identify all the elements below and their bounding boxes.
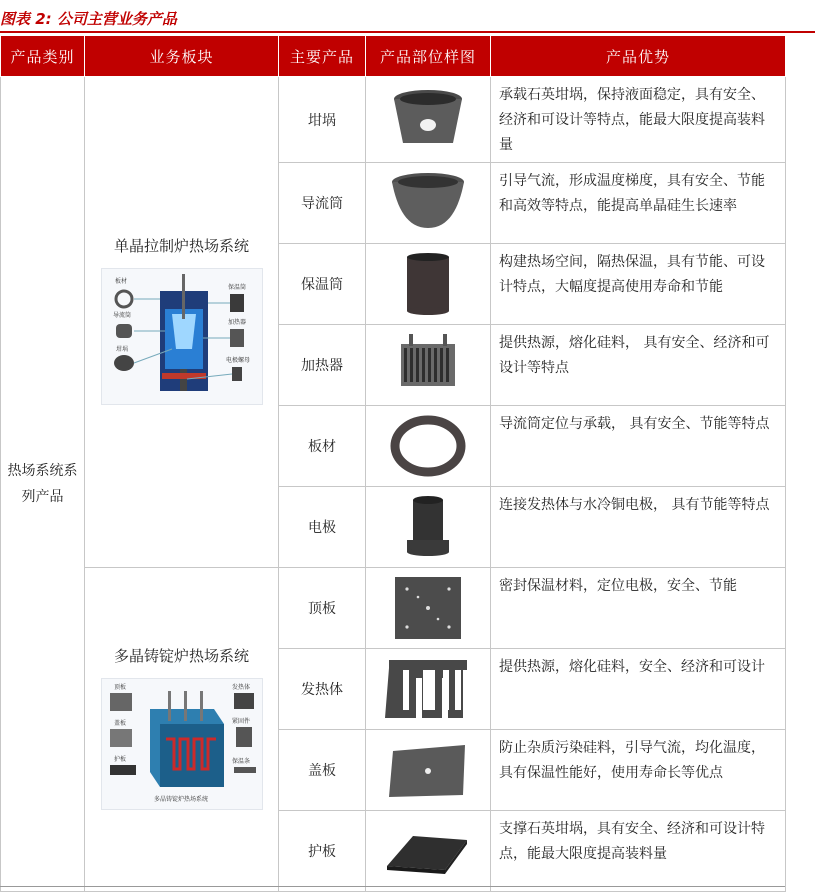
caption-rule	[0, 31, 815, 33]
svg-text:发热体: 发热体	[231, 684, 250, 691]
guide-tube-icon	[366, 163, 491, 244]
heater-icon	[366, 325, 491, 406]
crucible-icon	[366, 77, 491, 163]
header-module: 业务板块	[85, 36, 279, 77]
header-sample: 产品部位样图	[366, 36, 491, 77]
svg-text:护板: 护板	[113, 756, 126, 763]
product-name: 顶板	[279, 568, 366, 649]
ring-plate-icon	[366, 406, 491, 487]
mono-furnace-diagram	[101, 268, 263, 405]
module-cell-multi	[85, 568, 279, 892]
header-row	[1, 36, 786, 77]
product-advantage: 构建热场空间，隔热保温，具有节能、可设计特点，大幅度提高使用寿命和节能	[491, 244, 786, 325]
product-advantage: 连接发热体与水冷铜电极， 具有节能等特点	[491, 487, 786, 568]
product-advantage: 支撑石英坩埚，具有安全、经济和可设计特点，能最大限度提高装料量	[491, 811, 786, 892]
electrode-icon	[366, 487, 491, 568]
table-bottom-rule	[0, 886, 785, 887]
product-advantage: 承载石英坩埚，保持液面稳定，具有安全、经济和可设计等特点，能最大限度提高装料量	[491, 77, 786, 163]
product-advantage: 防止杂质污染硅料，引导气流，均化温度，具有保温性能好，使用寿命长等优点	[491, 730, 786, 811]
table-row	[1, 77, 786, 163]
svg-text:坩埚: 坩埚	[115, 346, 128, 353]
guard-plate-icon	[366, 811, 491, 892]
product-name: 加热器	[279, 325, 366, 406]
svg-text:保温筒: 保温筒	[227, 284, 246, 291]
products-table	[0, 35, 786, 892]
table-caption: 图表 2: 公司主营业务产品	[0, 10, 177, 28]
header-category: 产品类别	[1, 36, 85, 77]
insulation-tube-icon	[366, 244, 491, 325]
product-name: 电极	[279, 487, 366, 568]
svg-text:多晶铸锭炉热场系统: 多晶铸锭炉热场系统	[153, 796, 208, 803]
svg-text:加热器: 加热器	[227, 319, 246, 326]
product-advantage: 引导气流，形成温度梯度，具有安全、节能和高效等特点，能提高单晶硅生长速率	[491, 163, 786, 244]
header-advantage: 产品优势	[491, 36, 786, 77]
product-advantage: 提供热源，熔化硅料， 具有安全、经济和可设计等特点	[491, 325, 786, 406]
svg-text:保温条: 保温条	[231, 758, 250, 765]
product-name: 导流筒	[279, 163, 366, 244]
product-advantage: 导流筒定位与承载， 具有安全、节能等特点	[491, 406, 786, 487]
product-name: 发热体	[279, 649, 366, 730]
header-product: 主要产品	[279, 36, 366, 77]
category-cell	[1, 77, 85, 892]
cover-plate-icon	[366, 730, 491, 811]
product-name: 盖板	[279, 730, 366, 811]
product-name: 护板	[279, 811, 366, 892]
svg-text:板材: 板材	[114, 278, 127, 285]
svg-text:导流筒: 导流筒	[112, 312, 131, 319]
svg-text:盖板: 盖板	[113, 720, 126, 727]
product-advantage: 密封保温材料，定位电极，安全、节能	[491, 568, 786, 649]
svg-text:紧固件: 紧固件	[231, 718, 250, 725]
top-plate-icon	[366, 568, 491, 649]
product-name: 板材	[279, 406, 366, 487]
module-cell-mono	[85, 77, 279, 568]
product-name: 保温筒	[279, 244, 366, 325]
svg-text:顶板: 顶板	[113, 684, 126, 691]
heating-element-icon	[366, 649, 491, 730]
module-title: 单晶拉制炉热场系统	[113, 237, 249, 255]
category-label: 热场系统系列产品	[7, 463, 78, 505]
svg-text:电极螺母: 电极螺母	[225, 357, 250, 364]
product-name: 坩埚	[279, 77, 366, 163]
multi-furnace-diagram	[101, 678, 263, 810]
product-advantage: 提供热源，熔化硅料，安全、经济和可设计	[491, 649, 786, 730]
module-title: 多晶铸锭炉热场系统	[113, 647, 249, 665]
table-row	[1, 568, 786, 649]
